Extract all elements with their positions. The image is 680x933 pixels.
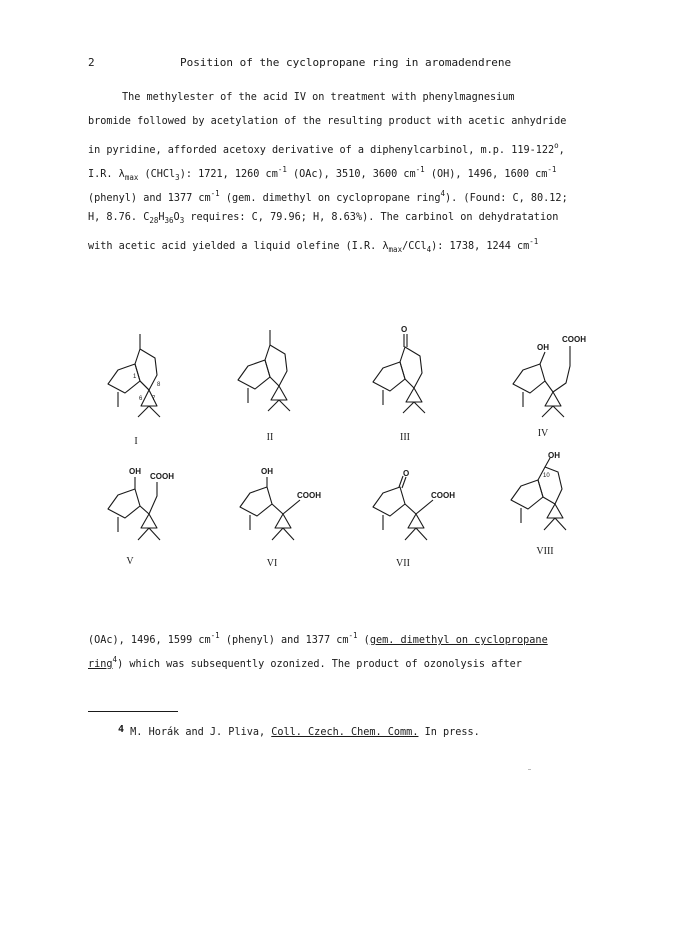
label-iii: III [400, 432, 410, 443]
footnote [118, 724, 480, 738]
structure-iv [513, 335, 586, 439]
svg-text:7: 7 [152, 396, 156, 402]
running-title: Position of the cyclopropane ring in aromadendrene [180, 56, 512, 69]
label-vi: VI [266, 558, 278, 569]
text-line: H, 8.76. $C_{28}H_{36}O_3$ requires: C, 79.96; H, 8.63%). The carbinol on dehydratation [88, 212, 559, 225]
structure-i [108, 334, 161, 447]
footnote-journal: Coll. Czech. Chem. Comm. [271, 727, 419, 738]
label-v: V [126, 556, 134, 567]
svg-text:O: O [403, 469, 410, 478]
footnote-number: 4 [118, 724, 125, 735]
structure-v [108, 467, 174, 567]
text-line: The methylester of the acid IV on treatment with phenylmagnesium [122, 92, 515, 103]
structure-vii [373, 469, 455, 569]
text-line: bromide followed by acetylation of the resulting product with acetic anhydride [88, 116, 567, 127]
text-line: in pyridine, afforded acetoxy derivative of a diphenylcarbinol, m.p. 119-122$^o$, [88, 141, 565, 156]
structure-ii [238, 330, 290, 443]
svg-text:COOH: COOH [431, 491, 455, 500]
text-line: with acetic acid yielded a liquid olefine (I.R. $\lambda_{max}/CCl_4$): 1738, 1244 $cm^{-1}$ [88, 237, 539, 254]
footnote-status: In press. [418, 727, 480, 738]
text-line: (phenyl) and 1377 $cm^{-1}$ (gem. dimethyl on cyclopropane ring$^4$). (Found: C, 80.12; [88, 189, 568, 204]
structure-viii [511, 451, 566, 557]
structure-vi [240, 467, 321, 569]
svg-text:O: O [401, 325, 408, 334]
svg-text:6: 6 [139, 396, 143, 402]
svg-text:1: 1 [133, 374, 137, 380]
svg-text:COOH: COOH [297, 491, 321, 500]
label-vii: VII [396, 558, 410, 569]
footnote-rule [88, 711, 178, 712]
label-iv: IV [537, 428, 549, 439]
label-viii: VIII [536, 546, 554, 557]
svg-text:OH: OH [537, 343, 549, 352]
svg-text:OH: OH [261, 467, 273, 476]
footnote-authors: M. Horák and J. Pliva, [130, 727, 272, 738]
scan-speck [528, 769, 531, 770]
structure-iii [373, 325, 425, 443]
label-ii: II [266, 432, 274, 443]
svg-text:COOH: COOH [150, 472, 174, 481]
svg-text:OH: OH [129, 467, 141, 476]
svg-text:8: 8 [157, 382, 161, 388]
text-line: (OAc), 1496, 1599 $cm^{-1}$ (phenyl) and 1377 $cm^{-1}$ (gem. dimethyl on cyclopropane [88, 631, 548, 646]
svg-text:10: 10 [543, 473, 550, 479]
svg-text:OH: OH [548, 451, 560, 460]
page-number: 2 [88, 56, 95, 69]
paragraph-bottom [88, 624, 608, 672]
text-line: ring$^4$) which was subsequently ozonized. The product of ozonolysis after [88, 655, 522, 670]
svg-text:COOH: COOH [562, 335, 586, 344]
label-i: I [134, 436, 138, 447]
text-line: I.R. $\lambda_{max}$ (CHCl$_3$): 1721, 1260 $cm^{-1}$ (OAc), 3510, 3600 $cm^{-1}$ (OH), 1496, 1600 $cm^{-1}$ [88, 165, 557, 182]
